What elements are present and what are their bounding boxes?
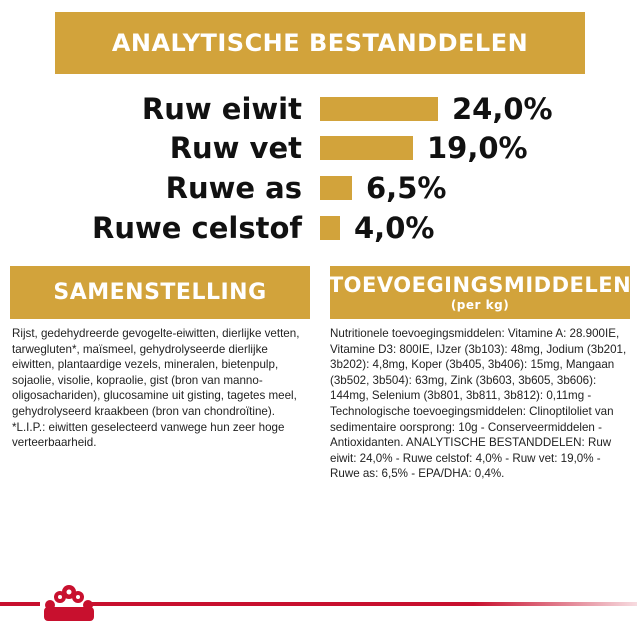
additives-text: Nutritionele toevoegingsmiddelen: Vitamine A: 28.900IE, Vitamine D3: 800IE, IJzer (3b103): 48mg, Jodium (3b201, 3b202): 4,8mg, Koper (3b405, 3b406): 15mg, Mangaan (3b502, 3b504): 63mg, Zink (3b603, 3b605, 3b606): 144mg, Selenium (3b801, 3b811, 3b812): 0,11mg - Technologische toevoegingsmiddelen: Clinoptiloliet van sedimentaire oorsprong: 10g - Conserveermiddelen - Antioxidanten. ANALYTISCHE BESTANDDELEN: Ruw eiwit: 24,0% - Ruwe celstof: 4,0% - Ruw vet: 19,0% - Ruwe as: 6,5% - EPA/DHA: 0,4%. — [330, 327, 627, 481]
additives-subtitle: (per kg) — [450, 297, 510, 312]
analytics-label: Ruw eiwit — [141, 92, 302, 126]
composition-text: Rijst, gedehydreerde gevogelte-eiwitten, dierlijke vetten, tarwegluten*, maïsmeel, gehydrolyseerde dierlijke eiwitten, plantaardige vezels, mineralen, bietenpulp, sojaolie, visolie, kopraolie, gist (bron van manno-oligosachariden), glucosamine uit gisting, tagetes meel, gehydrolyseerd kraakbeen (bron van chondroïtine). *L.I.P.: eiwitten geselecteerd vanwege hun zeer hoge verteerbaarheid. — [12, 327, 300, 450]
analytics-bar — [320, 216, 340, 240]
additives-title: TOEVOEGINGSMIDDELEN — [328, 272, 632, 297]
analytics-bar — [320, 176, 352, 200]
analytics-value: 19,0% — [427, 131, 528, 165]
royal-canin-crown-icon — [42, 583, 96, 623]
analytics-bar — [320, 136, 413, 160]
analytics-bar — [320, 97, 438, 121]
analytics-value: 4,0% — [354, 211, 435, 245]
analytics-value: 6,5% — [366, 171, 447, 205]
brand-line-left — [0, 602, 40, 606]
analytics-row — [0, 171, 640, 205]
analytics-value: 24,0% — [452, 92, 553, 126]
analytics-label: Ruwe as — [165, 171, 302, 205]
composition-title-banner — [10, 266, 310, 319]
analytics-row — [0, 131, 640, 165]
analytics-label: Ruwe celstof — [92, 211, 302, 245]
analytics-row — [0, 211, 640, 245]
analytics-title: ANALYTISCHE BESTANDDELEN — [111, 29, 529, 57]
additives-title-banner — [330, 266, 630, 319]
analytics-label: Ruw vet — [169, 131, 302, 165]
composition-title: SAMENSTELLING — [53, 280, 267, 305]
analytics-title-banner — [55, 12, 585, 74]
brand-line — [92, 602, 637, 606]
analytics-row — [0, 92, 640, 126]
